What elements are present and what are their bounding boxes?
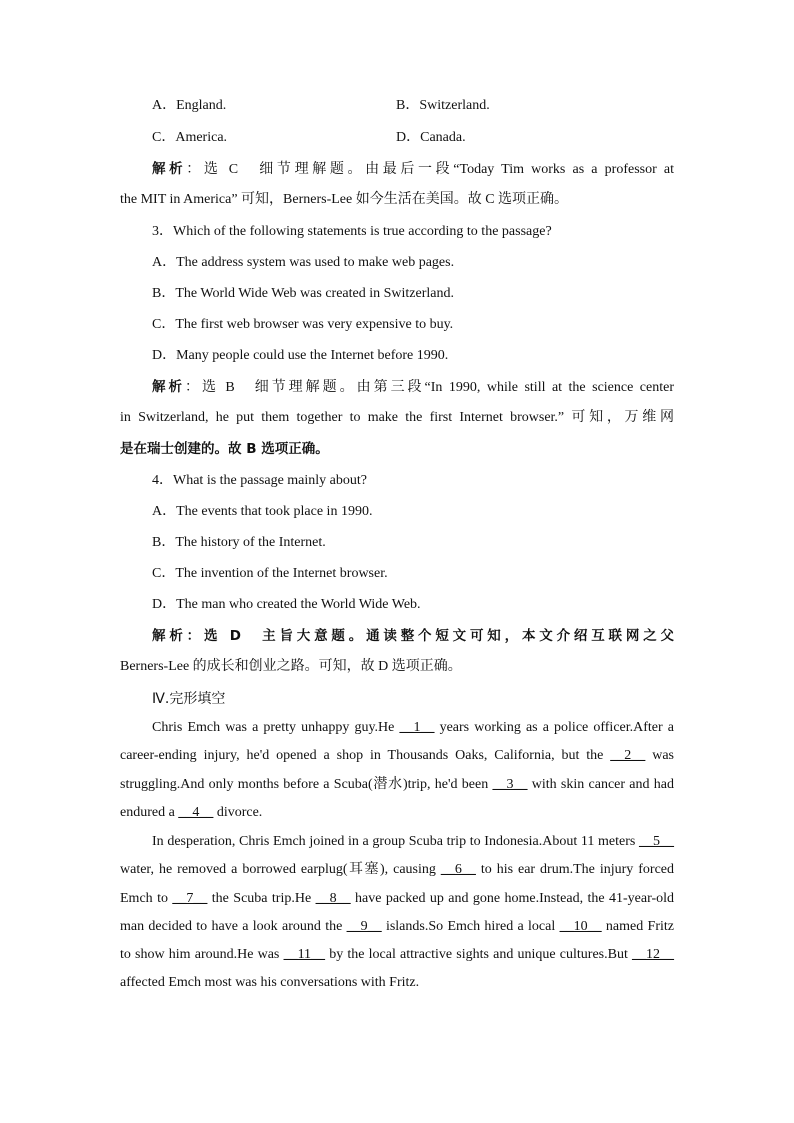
q3-analysis-line-1 [152,377,674,398]
q3-analysis-line-3: 是在瑞士创建的。故 B 选项正确。 [120,441,329,457]
cloze-text: water, he removed a borrowed earplug(耳塞), causing [120,862,441,878]
cloze-text: by the local attractive sights and unique cultures.But [325,947,632,963]
q3-option-d: D．Many people could use the Internet before 1990. [152,348,449,363]
blank-2: __2__ [610,748,646,764]
q2-option-c: C．America. [152,130,228,145]
q3-option-a: A．The address system was used to make web pages. [152,255,455,270]
q4-analysis-label: 解析 [152,628,187,644]
q3-option-b: B．The World Wide Web was created in Switzerland. [152,286,454,301]
q2-analysis-line-1 [152,159,674,180]
blank-3: __3__ [492,776,528,792]
blank-7: __7__ [172,890,208,906]
q4-analysis-line-1 [152,626,674,647]
blank-1: __1__ [399,720,435,735]
q4-option-d: D．The man who created the World Wide Web. [152,597,421,612]
cloze-text: affected Emch most was his conversations with Fritz. [120,975,420,991]
cloze-text: divorce. [213,804,263,820]
q4-option-a: A．The events that took place in 1990. [152,504,373,519]
q2-option-a: A．England. [152,98,227,113]
q2-option-d: D．Canada. [396,130,466,145]
cloze-text: the Scuba trip.He [207,890,316,906]
q4-stem: 4．What is the passage mainly about? [152,473,367,488]
blank-9: __9__ [346,918,382,934]
blank-11: __11__ [283,947,326,963]
cloze-text: years working as a police officer.After a career-ending injury, he'd opened a shop in Thousands Oaks, California, but the [120,720,674,764]
cloze-text: Chris Emch was a pretty unhappy guy.He [152,720,400,735]
q4-analysis-text-1: ：选 D 主旨大意题。通读整个短文可知，本文介绍互联网之父 [186,628,674,644]
cloze-paragraph-1 [120,714,674,827]
q2-analysis-line-2: the MIT in America” 可知，Berners-Lee 如今生活在美国。故 C 选项正确。 [120,192,569,207]
q3-analysis-line-2: in Switzerland, he put them together to make the first Internet browser.” 可知，万维网 [120,410,674,425]
blank-8: __8__ [315,890,351,906]
cloze-text: In desperation, Chris Emch joined in a group Scuba trip to Indonesia.About 11 meters [152,834,639,849]
q3-analysis-text-1: ：选 B 细节理解题。由第三段“In 1990, while still at the science center [184,380,674,395]
q3-analysis-label: 解析 [152,379,185,395]
q4-option-b: B．The history of the Internet. [152,535,326,550]
cloze-text: islands.So Emch hired a local [381,918,560,934]
blank-5: __5__ [639,834,674,849]
cloze-text: named Fritz to show him around.He was [120,918,674,963]
cloze-text: have packed up and gone home.Instead, the 41-year-old man decided to have a look around the [120,890,675,934]
q4-option-c: C．The invention of the Internet browser. [152,566,388,581]
q3-stem: 3．Which of the following statements is true according to the passage? [152,224,552,239]
cloze-text: to his ear drum.The injury forced Emch to [120,862,675,906]
blank-12: __12__ [632,947,674,963]
q2-analysis-text-1: ：选 C 细节理解题。由最后一段“Today Tim works as a professor at [186,162,674,177]
cloze-text: with skin cancer and had endured a [120,776,674,820]
blank-4: __4__ [178,804,214,820]
section-heading: Ⅳ.完形填空 [152,691,226,707]
cloze-paragraph-2 [120,828,674,998]
q4-analysis-line-2: Berners-Lee 的成长和创业之路。可知，故 D 选项正确。 [120,659,462,674]
cloze-text: was struggling.And only months before a Scuba(潜水)trip, he'd been [120,748,674,792]
q2-analysis-label: 解析 [152,161,187,177]
q3-option-c: C．The first web browser was very expensive to buy. [152,317,454,332]
blank-6: __6__ [440,862,476,878]
blank-10: __10__ [559,918,602,934]
q2-option-b: B．Switzerland. [396,98,490,113]
